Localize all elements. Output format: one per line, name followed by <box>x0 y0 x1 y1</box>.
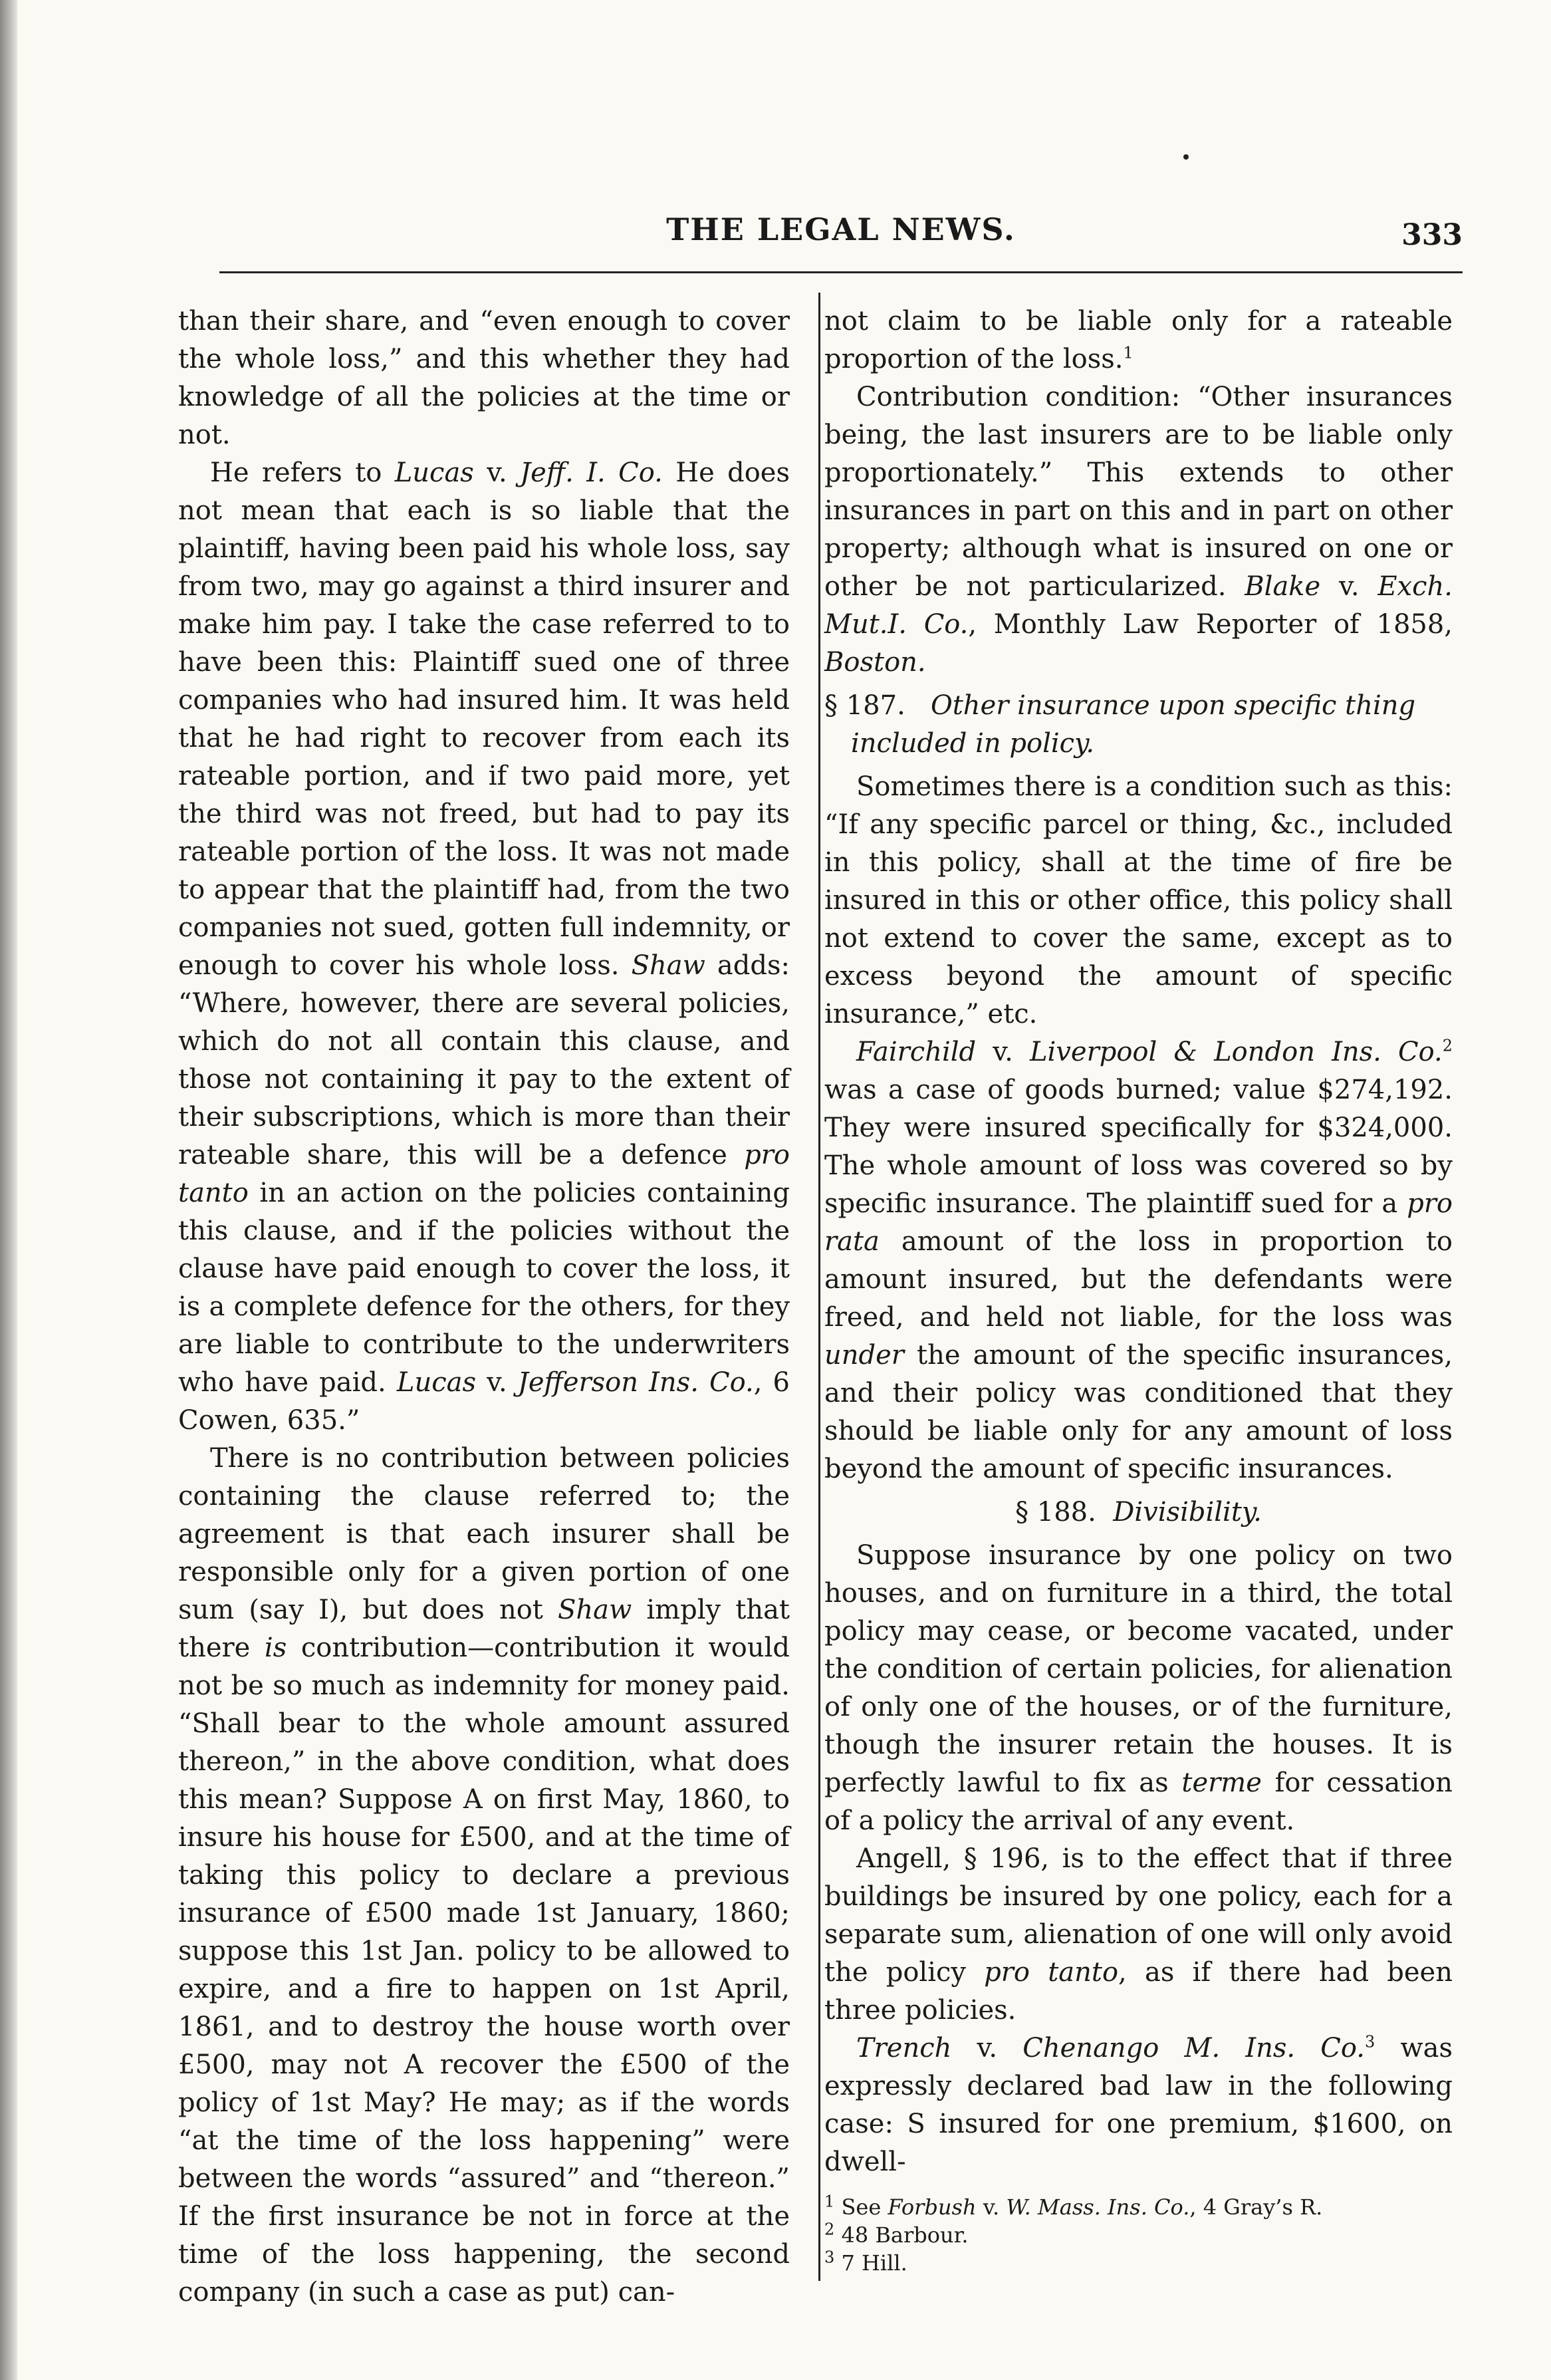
page-number: 333 <box>1401 218 1463 252</box>
case-name: Lucas <box>394 458 474 488</box>
case-name: Jeff. I. Co. <box>520 458 663 488</box>
section-title: Other insurance upon specific thing included in policy. <box>851 690 1416 759</box>
paragraph: Sometimes there is a condition such as this: “If any specific parcel or thing, &c., included in this policy, shall at the time of fire be insured in this or other office, this policy shall not extend to cover the same, except as to excess beyond the amount of specific insurance,” etc. <box>824 771 1453 1029</box>
paragraph: not claim to be liable only for a rateable proportion of the loss.$^1$ <box>824 306 1453 374</box>
column-divider <box>818 293 820 2281</box>
footnote-ref: 2 <box>1442 1036 1453 1055</box>
ink-speck <box>1183 154 1189 160</box>
case-name: Jefferson Ins. Co. <box>517 1367 754 1398</box>
footnote-ref: 1 <box>1123 343 1133 362</box>
paragraph: Suppose insurance by one policy on two houses, and on furniture in a third, the total policy may cease, or become vacated, under the condition of certain policies, for alienation of only one of the houses, or of the furniture, though the insurer retain the houses. It is perfectly lawful to fix as terme for cessation of a policy the arrival of any event. <box>824 1540 1453 1836</box>
section-heading-187 <box>824 687 1453 763</box>
section-number: § 188. <box>1015 1497 1096 1527</box>
paragraph: Angell, § 196, is to the effect that if three buildings be insured by one policy, each for a separate sum, alienation of one will only avoid the policy pro tanto, as if there had been three policies. <box>824 1843 1453 2026</box>
case-name: Lucas <box>396 1367 476 1398</box>
case-name: Forbush <box>888 2194 977 2220</box>
paragraph: There is no contribution between policies containing the clause referred to; the agreement is that each insurer shall be responsible only for a given portion of one sum (say I), but does not Shaw imply that there is contribution—contribution it would not be so much as indemnity for money paid. “Shall bear to the whole amount assured thereon,” in the above condition, what does this mean? Suppose A on first May, 1860, to insure his house for £500, and at the time of taking this policy to declare a previous insurance of £500 made 1st January, 1860; suppose this 1st Jan. policy to be allowed to expire, and a fire to happen on 1st April, 1861, and to destroy the house worth over £500, may not A recover the £500 of the policy of 1st May? He may; as if the words “at the time of the loss happening” were between the words “assured” and “thereon.” If the first insurance be not in force at the time of the loss happening, the second company (in such a case as put) can- <box>178 1443 790 2308</box>
paragraph: Fairchild v. Liverpool & London Ins. Co.$^2$ was a case of goods burned; value $274,192. They were insured specifically for $324,000. The whole amount of loss was covered so by specific insurance. The plaintiff sued for a pro rata amount of the loss in proportion to amount insured, but the defendants were freed, and held not liable, for the loss was under the amount of the specific insurances, and their policy was conditioned that they should be liable only for any amount of loss beyond the amount of specific insurances. <box>824 1036 1453 1484</box>
journal-title: THE LEGAL NEWS. <box>666 211 1016 247</box>
author-name: Shaw <box>631 950 705 981</box>
running-head <box>219 211 1463 271</box>
case-name: W. Mass. Ins. Co. <box>1006 2194 1190 2220</box>
case-name: Trench <box>856 2033 952 2063</box>
right-column <box>824 303 1453 2181</box>
section-title: Divisibility. <box>1113 1497 1262 1527</box>
paragraph: Trench v. Chenango M. Ins. Co.$^3$ was expressly declared bad law in the following case: S insured for one premium, $1600, on dwell- <box>824 2032 1453 2177</box>
paragraph: He refers to Lucas v. Jeff. I. Co. He does not mean that each is so liable that the plaintiff, having been paid his whole loss, say from two, may go against a third insurer and make him pay. I take the case referred to to have been this: Plaintiff sued one of three companies who had insured him. It was held that he had right to recover from each its rateable portion, and if two paid more, yet the third was not freed, but had to pay its rateable portion of the loss. It was not made to appear that the plaintiff had, from the two companies not sued, gotten full indemnity, or enough to cover his whole loss. Shaw adds: “Where, however, there are several policies, which do not all contain this clause, and those not containing it pay to the extent of their subscriptions, which is more than their rateable share, this will be a defence pro tanto in an action on the policies containing this clause, and if the policies without the clause have paid enough to cover the loss, it is a complete defence for the others, for they are liable to contribute to the underwriters who have paid. Lucas v. Jefferson Ins. Co., 6 Cowen, 635.” <box>178 458 790 1436</box>
case-name: Chenango M. Ins. Co. <box>1022 2033 1365 2063</box>
footnotes <box>824 2193 1453 2277</box>
footnote-2: $^2$ 48 Barbour. <box>824 2220 969 2248</box>
footnote-1: $^1$ See Forbush v. W. Mass. Ins. Co., 4 Gray’s R. <box>824 2192 1323 2220</box>
footnote-3: $^3$ 7 Hill. <box>824 2248 907 2276</box>
author-name: Shaw <box>558 1595 632 1625</box>
case-name: Fairchild <box>856 1037 977 1067</box>
case-name: Liverpool & London Ins. Co. <box>1029 1037 1443 1067</box>
section-number: § 187. <box>824 690 905 721</box>
header-rule <box>219 271 1463 273</box>
binding-shadow <box>0 0 17 2380</box>
left-column <box>178 303 790 2312</box>
case-name: Blake <box>1245 571 1321 602</box>
case-name: Exch. Mut.I. Co. <box>824 571 1453 640</box>
paragraph: than their share, and “even enough to cover the whole loss,” and this whether they had knowledge of all the policies at the time or not. <box>178 306 790 450</box>
paragraph: Contribution condition: “Other insurances being, the last insurers are to be liable only proportionately.” This extends to other insurances in part on this and in part on other property; although what is insured on one or other be not particularized. Blake v. Exch. Mut.I. Co., Monthly Law Reporter of 1858, Boston. <box>824 382 1453 678</box>
footnote-ref: 3 <box>1364 2032 1375 2051</box>
section-heading-188 <box>824 1494 1453 1531</box>
